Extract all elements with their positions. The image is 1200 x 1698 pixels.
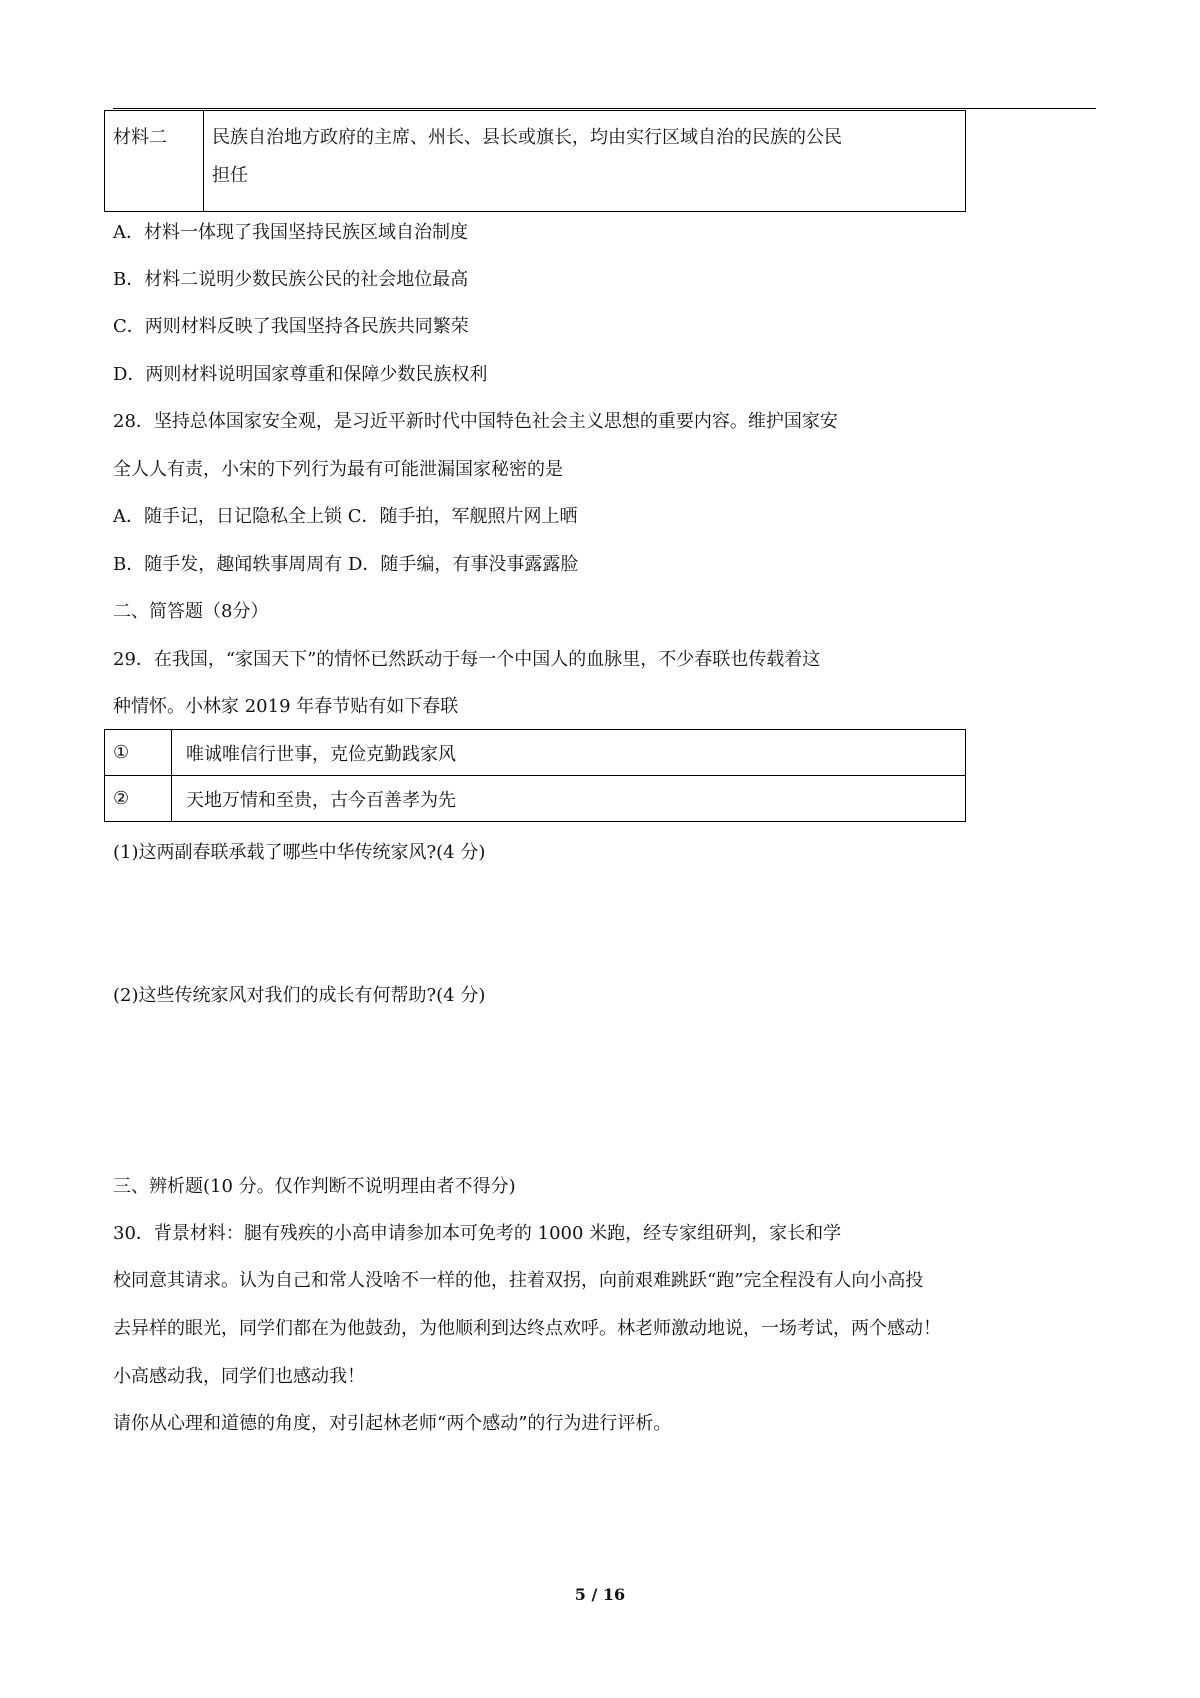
q27-option-b: B．材料二说明少数民族公民的社会地位最高: [113, 269, 469, 290]
page-number: 5 / 16: [574, 1585, 626, 1604]
couplet-text: 天地万情和至贵，古今百善孝为先: [172, 776, 966, 822]
q28-stem-line1: 28．坚持总体国家安全观，是习近平新时代中国特色社会主义思想的重要内容。维护国家安: [113, 411, 838, 432]
q27-option-a: A．材料一体现了我国坚持民族区域自治制度: [113, 222, 468, 243]
material2-text-line2: 担任: [212, 165, 248, 186]
section3-heading: 三、辨析题(10 分。仅作判断不说明理由者不得分): [113, 1176, 516, 1197]
q30-line5: 请你从心理和道德的角度，对引起林老师“两个感动”的行为进行评析。: [113, 1413, 672, 1434]
material2-label: 材料二: [105, 111, 204, 212]
q30-line3: 去异样的眼光，同学们都在为他鼓劲，为他顺利到达终点欢呼。林老师激动地说，一场考试，两个感动！: [113, 1318, 941, 1339]
q30-line2: 校同意其请求。认为自己和常人没啥不一样的他，拄着双拐，向前艰难跳跃“跑”完全程没有人向小高投: [113, 1270, 924, 1291]
material2-table: [104, 110, 966, 212]
couplet-row: [105, 730, 966, 776]
q27-option-d: D．两则材料说明国家尊重和保障少数民族权利: [113, 364, 488, 385]
couplet-table: [104, 729, 966, 822]
couplet-number: ①: [105, 730, 172, 776]
material2-text-line1: 民族自治地方政府的主席、州长、县长或旗长，均由实行区域自治的民族的公民: [212, 127, 842, 148]
couplet-row: [105, 776, 966, 822]
q28-options-line2: B．随手发，趣闻轶事周周有 D．随手编，有事没事露露脸: [113, 554, 579, 575]
q29-stem-line2: 种情怀。小林家 2019 年春节贴有如下春联: [113, 696, 459, 717]
material2-text: [204, 111, 966, 212]
q30-line4: 小高感动我，同学们也感动我！: [113, 1366, 365, 1387]
q29-stem-line1: 29．在我国，“家国天下”的情怀已然跃动于每一个中国人的血脉里，不少春联也传载着这: [113, 649, 821, 670]
top-rule: [113, 108, 1096, 109]
q27-option-c: C．两则材料反映了我国坚持各民族共同繁荣: [113, 316, 469, 337]
q30-line1: 30．背景材料：腿有残疾的小高申请参加本可免考的 1000 米跑，经专家组研判，家长和学: [113, 1223, 842, 1244]
q29-sub1: (1)这两副春联承载了哪些中华传统家风?(4 分): [113, 842, 486, 863]
couplet-number: ②: [105, 776, 172, 822]
section2-heading: 二、简答题（8分）: [113, 601, 269, 622]
couplet-text: 唯诚唯信行世事，克俭克勤践家风: [172, 730, 966, 776]
q29-sub2: (2)这些传统家风对我们的成长有何帮助?(4 分): [113, 985, 486, 1006]
q28-stem-line2: 全人人有责，小宋的下列行为最有可能泄漏国家秘密的是: [113, 459, 563, 480]
q28-options-line1: A．随手记，日记隐私全上锁 C．随手拍，军舰照片网上晒: [113, 506, 578, 527]
